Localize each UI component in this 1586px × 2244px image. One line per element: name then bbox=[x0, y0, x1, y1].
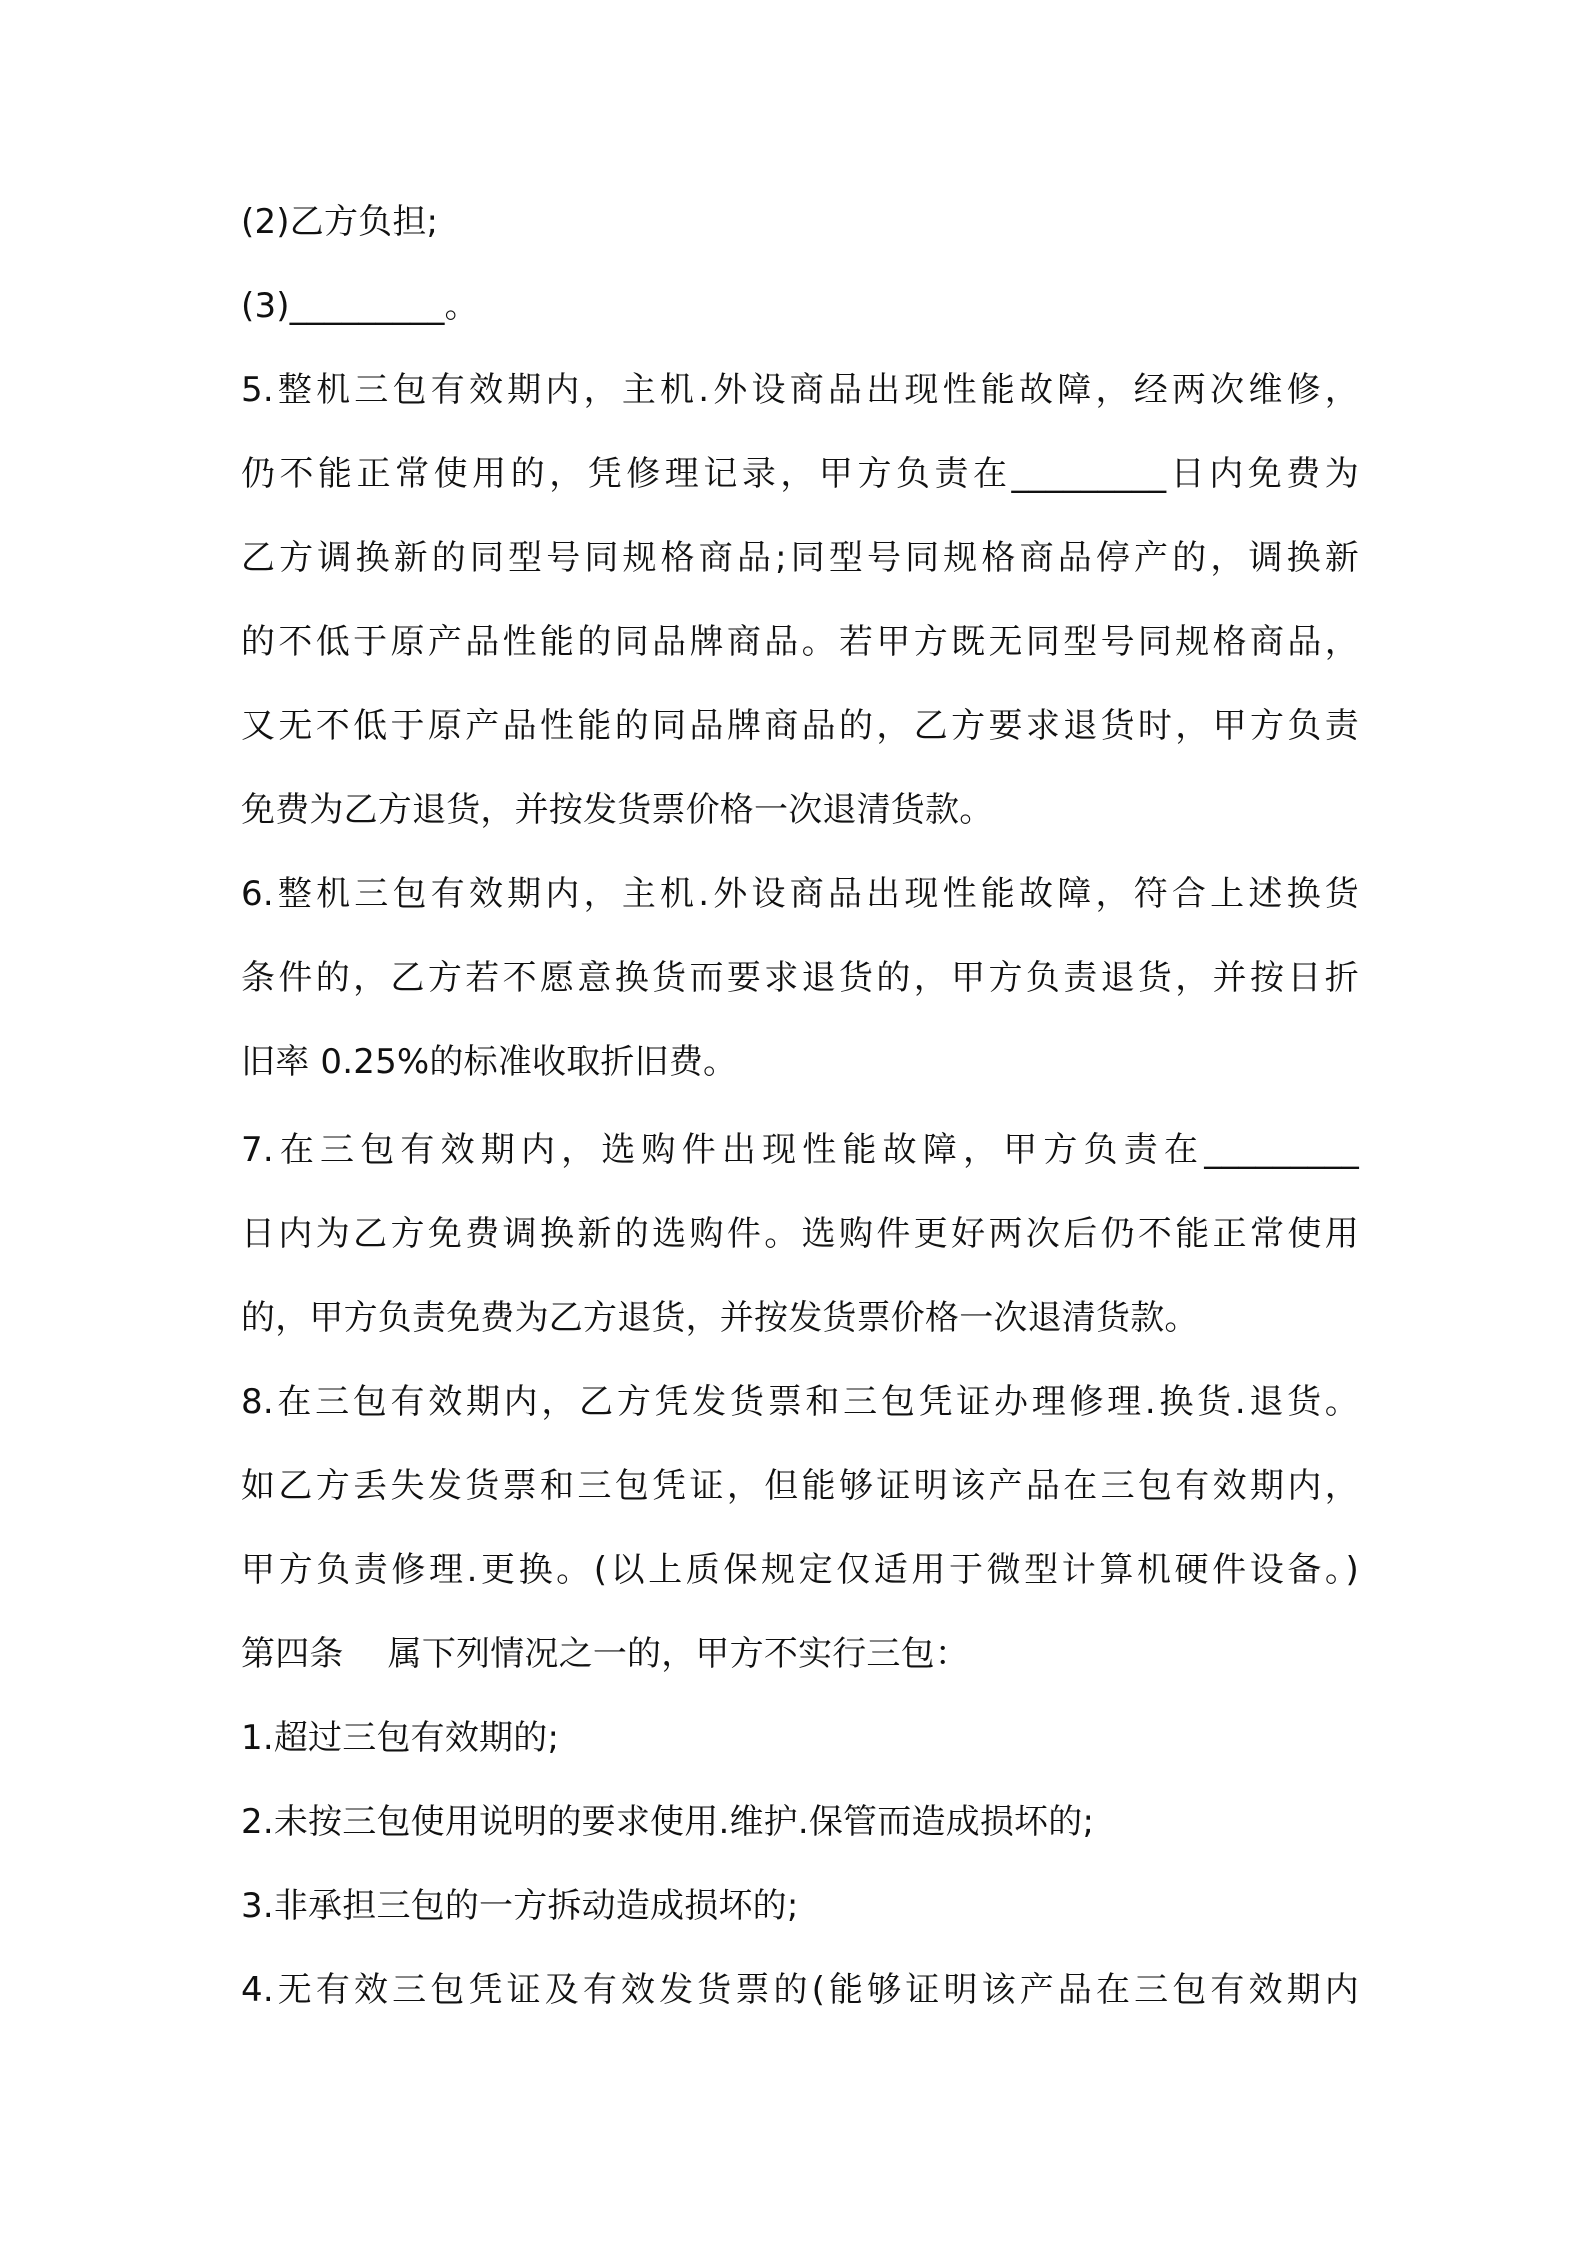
text-line: 如乙方丢失发货票和三包凭证，但能够证明该产品在三包有效期内， bbox=[241, 1466, 1359, 1506]
text-line: 6.整机三包有效期内，主机.外设商品出现性能故障，符合上述换货 bbox=[241, 874, 1359, 914]
text-line: 8.在三包有效期内，乙方凭发货票和三包凭证办理修理.换货.退货。 bbox=[241, 1382, 1359, 1422]
section-heading: 第四条 属下列情况之一的，甲方不实行三包： bbox=[241, 1634, 970, 1674]
text-line: 4.无有效三包凭证及有效发货票的(能够证明该产品在三包有效期内 bbox=[241, 1970, 1359, 2010]
text-line: 乙方调换新的同型号同规格商品;同型号同规格商品停产的，调换新 bbox=[241, 538, 1359, 578]
text-line: 的，甲方负责免费为乙方退货，并按发货票价格一次退清货款。 bbox=[241, 1298, 1199, 1338]
text-line: 免费为乙方退货，并按发货票价格一次退清货款。 bbox=[241, 790, 994, 830]
text-line: 1.超过三包有效期的; bbox=[241, 1718, 560, 1758]
text-line: 日内为乙方免费调换新的选购件。选购件更好两次后仍不能正常使用 bbox=[241, 1214, 1359, 1254]
text-line: 2.未按三包使用说明的要求使用.维护.保管而造成损坏的; bbox=[241, 1802, 1095, 1842]
text-line: 旧率 0.25%的标准收取折旧费。 bbox=[241, 1042, 738, 1082]
text-line: 7.在三包有效期内，选购件出现性能故障，甲方负责在_________ bbox=[241, 1130, 1359, 1170]
text-line: (3)_________。 bbox=[241, 286, 479, 326]
text-line: 条件的，乙方若不愿意换货而要求退货的，甲方负责退货，并按日折 bbox=[241, 958, 1359, 998]
text-line: 5.整机三包有效期内，主机.外设商品出现性能故障，经两次维修， bbox=[241, 370, 1359, 410]
text-line: 又无不低于原产品性能的同品牌商品的，乙方要求退货时，甲方负责 bbox=[241, 706, 1359, 746]
text-line: (2)乙方负担; bbox=[241, 202, 439, 242]
text-line: 3.非承担三包的一方拆动造成损坏的; bbox=[241, 1886, 799, 1926]
text-line: 的不低于原产品性能的同品牌商品。若甲方既无同型号同规格商品， bbox=[241, 622, 1359, 662]
text-line: 甲方负责修理.更换。(以上质保规定仅适用于微型计算机硬件设备。) bbox=[241, 1550, 1359, 1590]
text-line: 仍不能正常使用的，凭修理记录，甲方负责在_________日内免费为 bbox=[241, 454, 1359, 494]
